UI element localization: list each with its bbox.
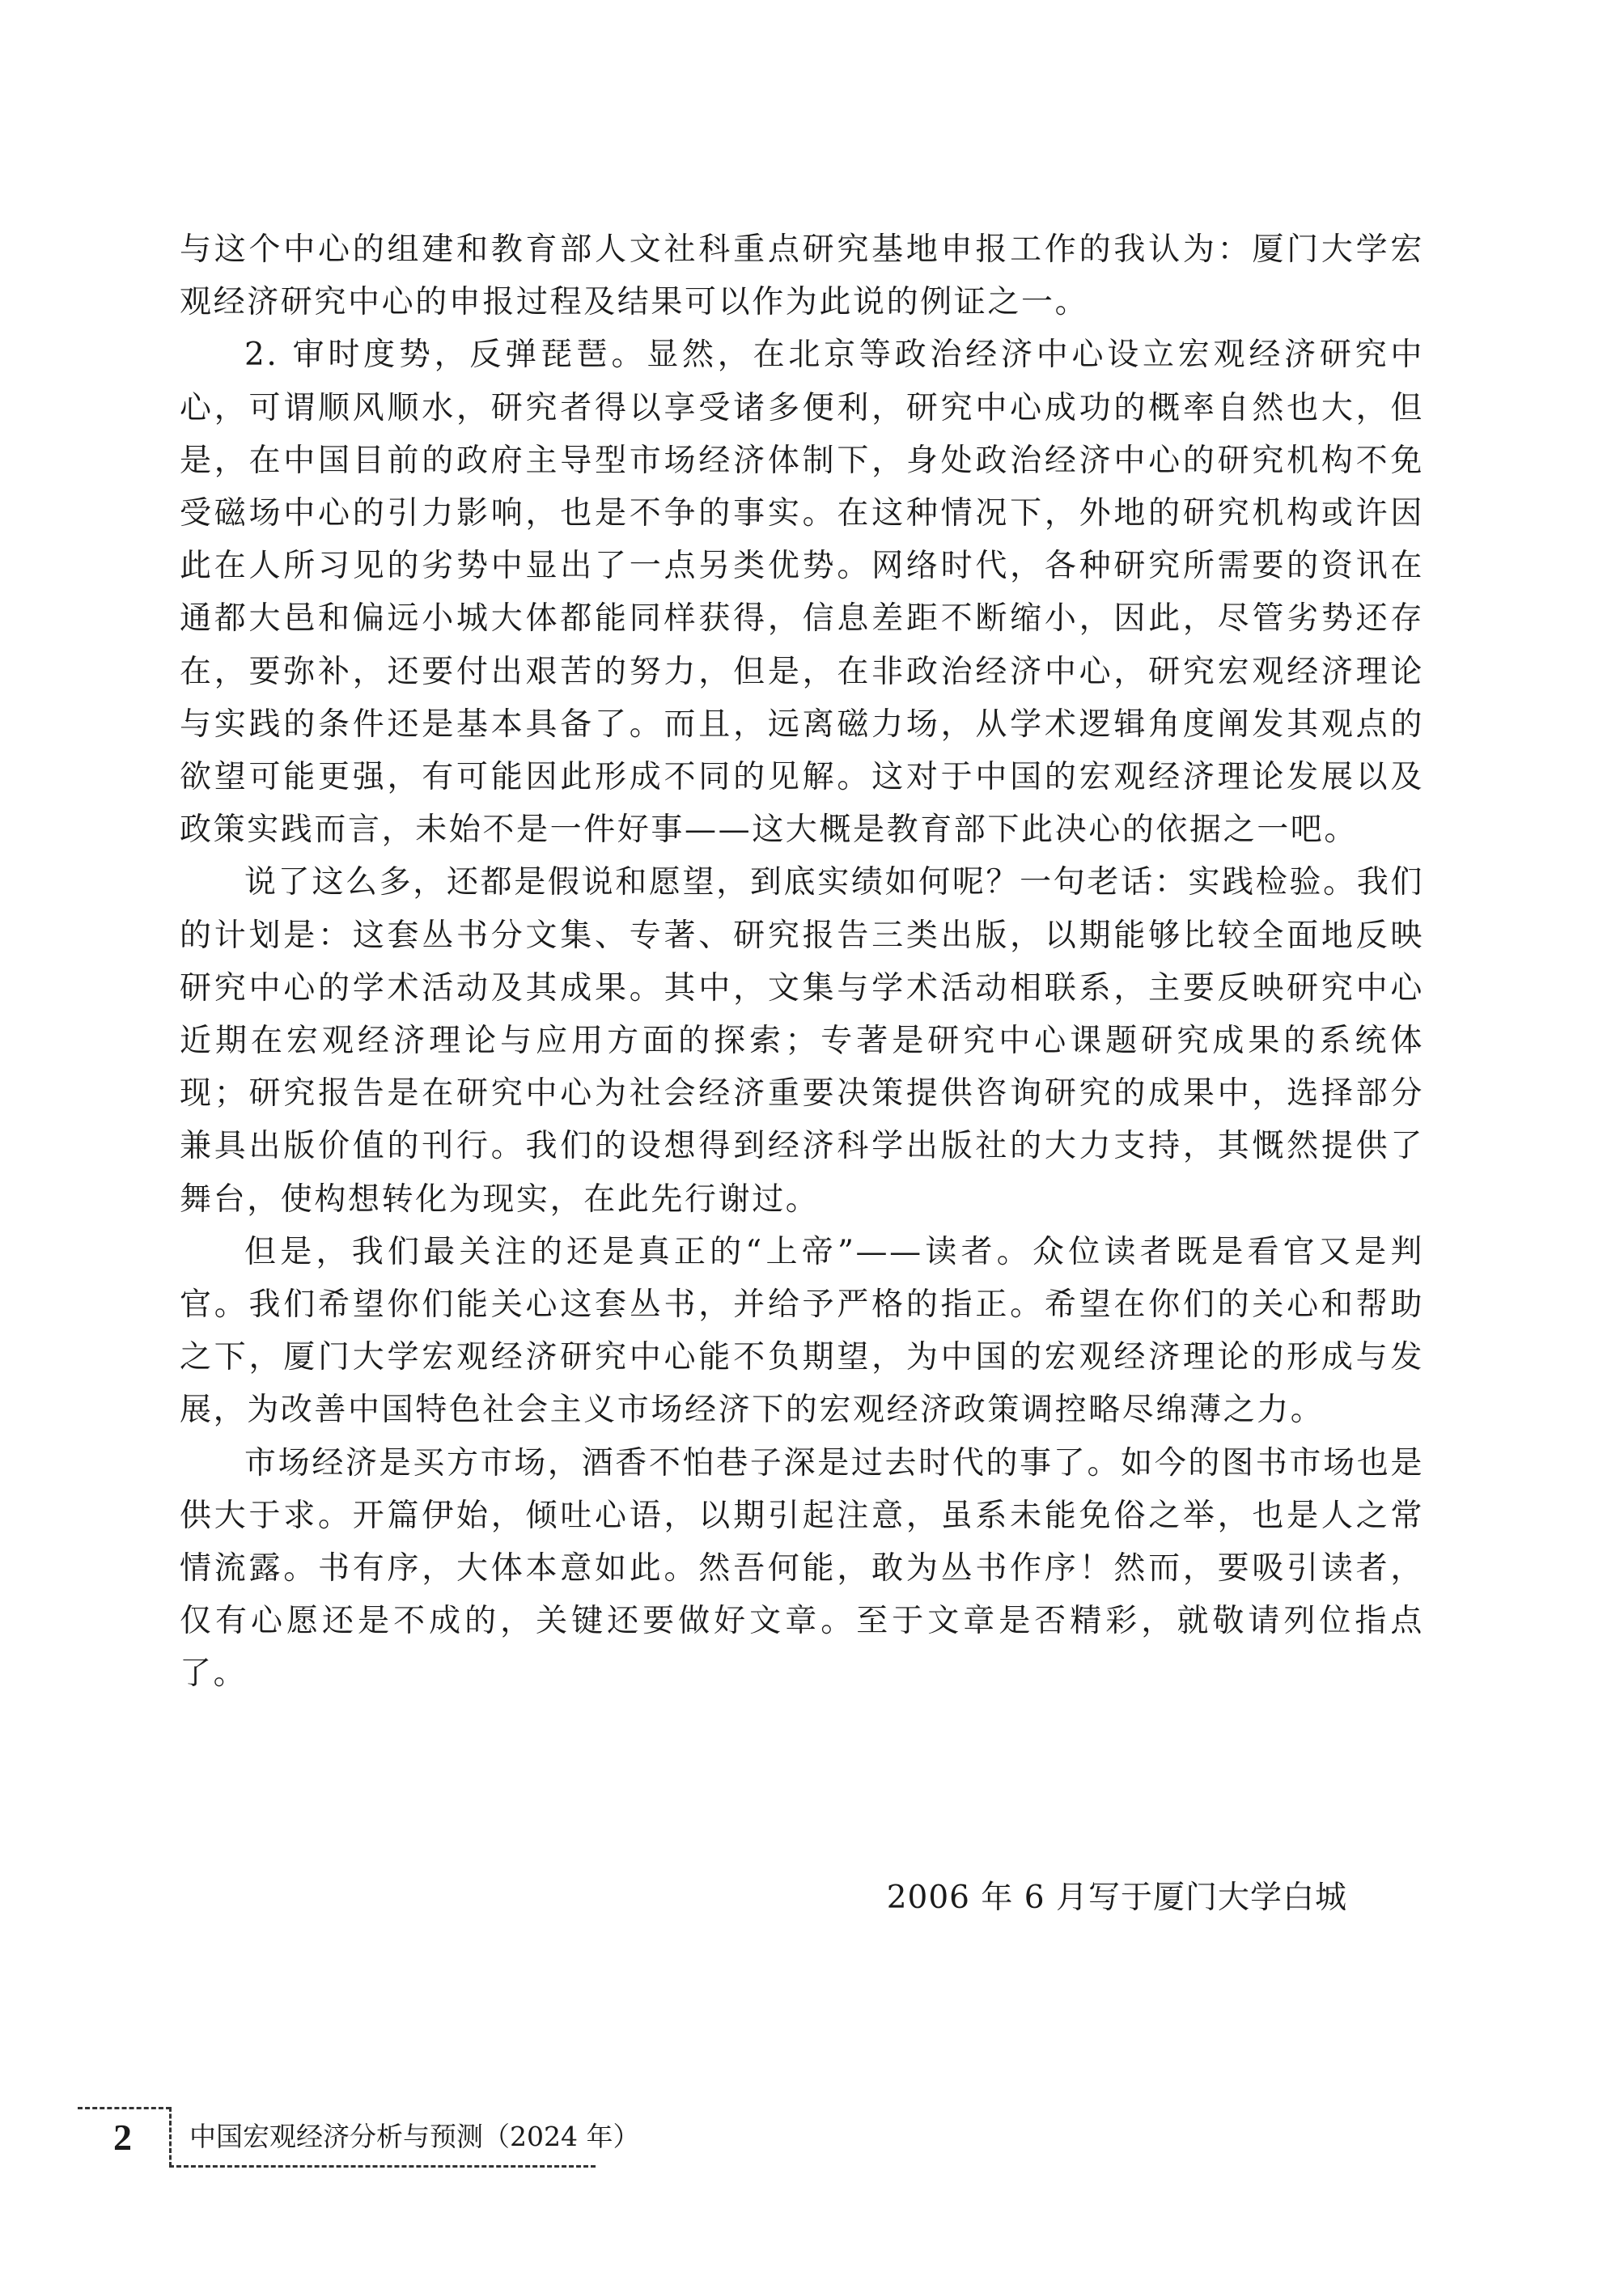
- paragraph-point-2: 2. 审时度势，反弹琵琶。显然，在北京等政治经济中心设立宏观经济研究中心，可谓顺风顺水，研究者得以享受诸多便利，研究中心成功的概率自然也大，但是，在中国目前的政府主导型市场经济体制下，身处政治经济中心的研究机构不免受磁场中心的引力影响，也是不争的事实。在这种情况下，外地的研究机构或许因此在人所习见的劣势中显出了一点另类优势。网络时代，各种研究所需要的资讯在通都大邑和偏远小城大体都能同样获得，信息差距不断缩小，因此，尽管劣势还存在，要弥补，还要付出艰苦的努力，但是，在非政治经济中心，研究宏观经济理论与实践的条件还是基本具备了。而且，远离磁力场，从学术逻辑角度阐发其观点的欲望可能更强，有可能因此形成不同的见解。这对于中国的宏观经济理论发展以及政策实践而言，未始不是一件好事——这大概是教育部下此决心的依据之一吧。: [180, 337, 1424, 849]
- paragraph-readers: 但是，我们最关注的还是真正的“上帝”——读者。众位读者既是看官又是判官。我们希望你们能关心这套丛书，并给予严格的指正。希望在你们的关心和帮助之下，厦门大学宏观经济研究中心能不负期望，为中国的宏观经济理论的形成与发展，为改善中国特色社会主义市场经济下的宏观经济政策调控略尽绵薄之力。: [180, 1233, 1424, 1429]
- main-text: [180, 223, 1424, 1701]
- paragraph-plan: 说了这么多，还都是假说和愿望，到底实绩如何呢？一句老话：实践检验。我们的计划是：这套丛书分文集、专著、研究报告三类出版，以期能够比较全面地反映研究中心的学术活动及其成果。其中，文集与学术活动相联系，主要反映研究中心近期在宏观经济理论与应用方面的探索；专著是研究中心课题研究成果的系统体现；研究报告是在研究中心为社会经济重要决策提供咨询研究的成果中，选择部分兼具出版价值的刊行。我们的设想得到经济科学出版社的大力支持，其慨然提供了舞台，使构想转化为现实，在此先行谢过。: [180, 864, 1424, 1218]
- paragraph-continued: 与这个中心的组建和教育部人文社科重点研究基地申报工作的我认为：厦门大学宏观经济研究中心的申报过程及结果可以作为此说的例证之一。: [180, 231, 1424, 321]
- page-footer: [78, 2107, 640, 2172]
- footer-dashed-rule-bottom: [169, 2165, 596, 2168]
- page-number: 2: [113, 2117, 132, 2158]
- signature-date: 2006 年 6 月写于厦门大学白城: [886, 1880, 1347, 1916]
- running-book-title: 中国宏观经济分析与预测（2024 年）: [189, 2121, 640, 2152]
- footer-dashed-rule-vertical: [169, 2107, 172, 2167]
- paragraph-closing: 市场经济是买方市场，酒香不怕巷子深是过去时代的事了。如今的图书市场也是供大于求。开篇伊始，倾吐心语，以期引起注意，虽系未能免俗之举，也是人之常情流露。书有序，大体本意如此。然吾何能，敢为丛书作序！然而，要吸引读者，仅有心愿还是不成的，关键还要做好文章。至于文章是否精彩，就敬请列位指点了。: [180, 1444, 1424, 1693]
- footer-dashed-rule-top: [78, 2107, 171, 2109]
